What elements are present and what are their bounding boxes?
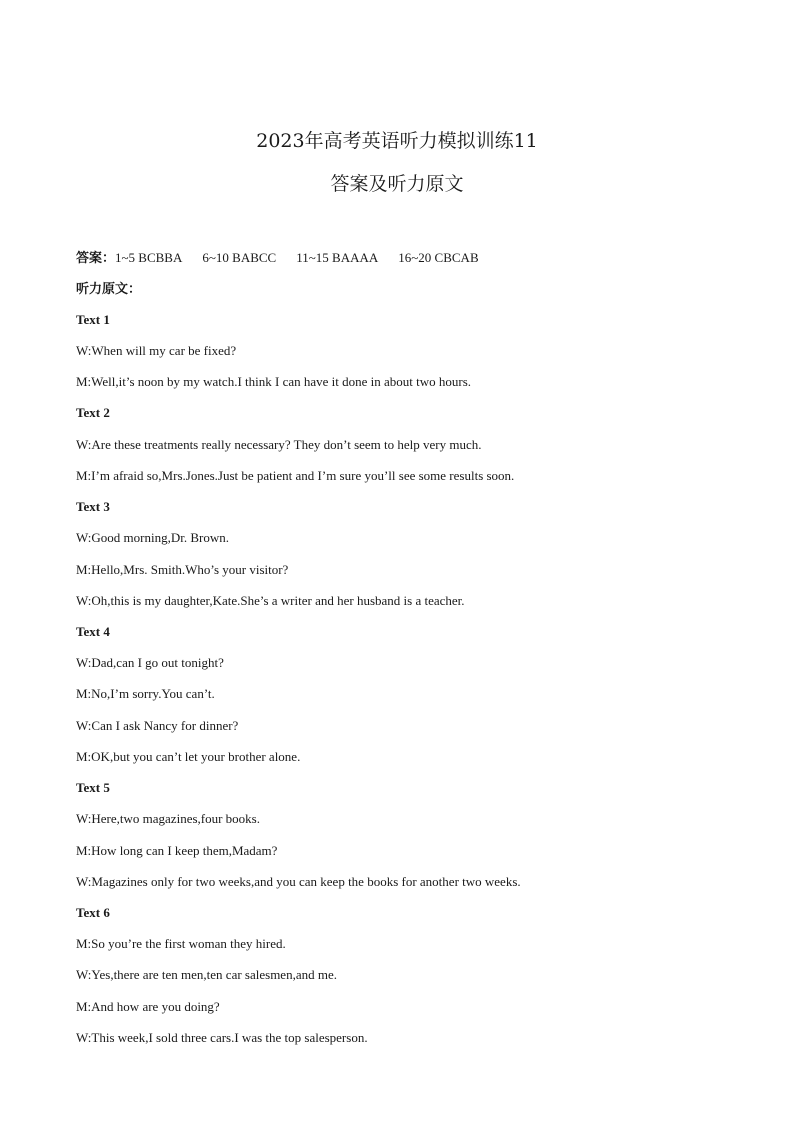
dialogue-line: M:Well,it’s noon by my watch.I think I can have it done in about two hours. (76, 374, 472, 389)
document-title: 2023年高考英语听力模拟训练11 (256, 130, 538, 152)
dialogue-line: W:When will my car be fixed? (76, 343, 237, 358)
text-heading: Text 5 (76, 780, 110, 795)
dialogue-line: M:No,I’m sorry.You can’t. (76, 686, 215, 701)
answer-group: 6~10 BABCC (202, 250, 277, 265)
text-heading: Text 2 (76, 405, 110, 420)
text-heading: Text 1 (76, 312, 110, 327)
dialogue-line: W:Oh,this is my daughter,Kate.She’s a writer and her husband is a teacher. (76, 593, 465, 608)
dialogue-line: W:Dad,can I go out tonight? (76, 655, 224, 670)
dialogue-line: W:Are these treatments really necessary? They don’t seem to help very much. (76, 437, 482, 452)
dialogue-line: W:This week,I sold three cars.I was the top salesperson. (76, 1030, 368, 1045)
text-heading: Text 4 (76, 624, 110, 639)
dialogue-line: M:So you’re the first woman they hired. (76, 936, 286, 951)
text-heading: Text 6 (76, 905, 110, 920)
answer-group: 1~5 BCBBA (115, 250, 183, 265)
transcript-heading: 听力原文： (76, 281, 142, 296)
dialogue-line: M:Hello,Mrs. Smith.Who’s your visitor? (76, 562, 289, 577)
dialogue-line: M:I’m afraid so,Mrs.Jones.Just be patient and I’m sure you’ll see some results soon. (76, 468, 515, 483)
answer-key (76, 249, 479, 267)
document-subtitle: 答案及听力原文 (330, 173, 464, 195)
answer-group: 16~20 CBCAB (398, 250, 479, 265)
dialogue-line: M:OK,but you can’t let your brother alone. (76, 749, 301, 764)
dialogue-line: W:Good morning,Dr. Brown. (76, 530, 229, 545)
dialogue-line: W:Can I ask Nancy for dinner? (76, 718, 239, 733)
dialogue-line: W:Here,two magazines,four books. (76, 811, 260, 826)
dialogue-line: M:And how are you doing? (76, 999, 220, 1014)
dialogue-line: W:Magazines only for two weeks,and you can keep the books for another two weeks. (76, 874, 521, 889)
answer-label: 答案： (76, 250, 116, 265)
dialogue-line: W:Yes,there are ten men,ten car salesmen,and me. (76, 967, 337, 982)
dialogue-line: M:How long can I keep them,Madam? (76, 843, 278, 858)
text-heading: Text 3 (76, 499, 110, 514)
answer-group: 11~15 BAAAA (296, 250, 379, 265)
